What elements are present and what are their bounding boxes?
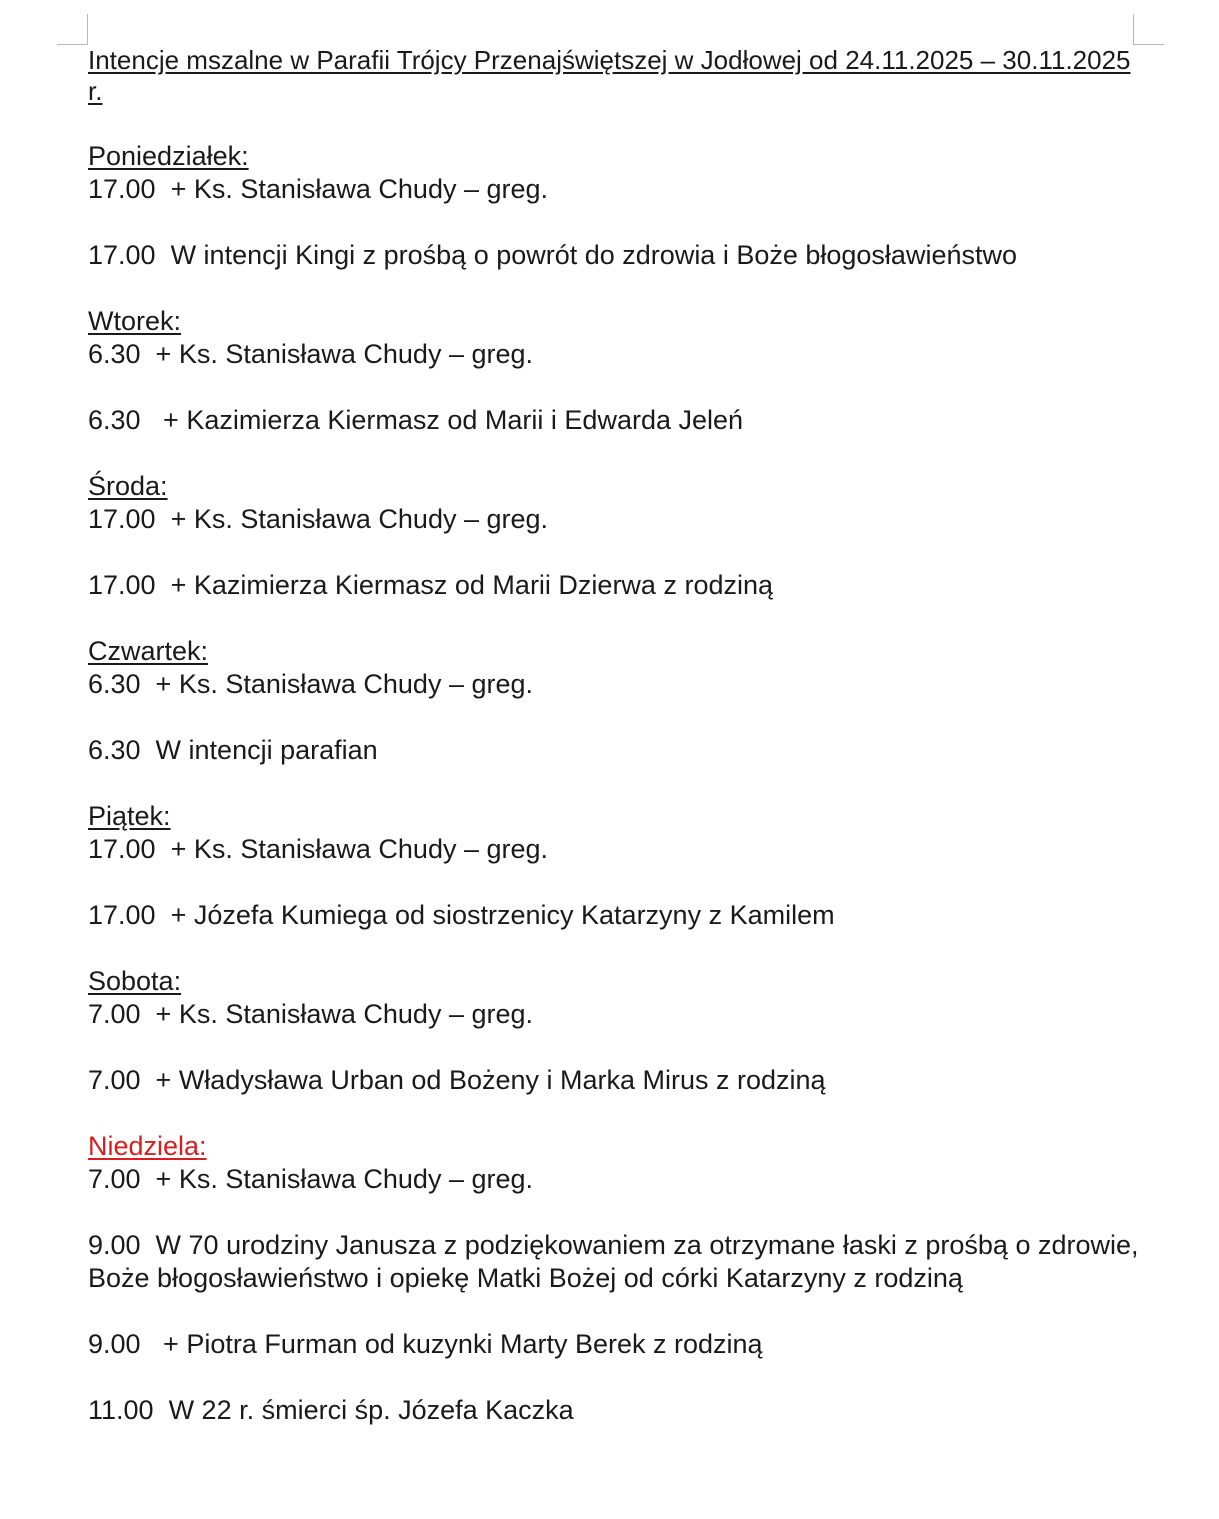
- page-corner-mark-top-right: [1133, 14, 1164, 45]
- mass-intention-entry: 9.00 + Piotra Furman od kuzynki Marty Berek z rodziną: [88, 1329, 763, 1359]
- day-heading: Czwartek:: [88, 636, 209, 666]
- mass-intention-entry: 17.00 + Ks. Stanisława Chudy – greg.: [88, 504, 549, 534]
- mass-intention-entry: 9.00 W 70 urodziny Janusza z podziękowaniem za otrzymane łaski z prośbą o zdrowie, Boże błogosławieństwo i opiekę Matki Bożej od córki Katarzyny z rodziną: [88, 1230, 1147, 1293]
- mass-intention-entry: 6.30 + Ks. Stanisława Chudy – greg.: [88, 669, 534, 699]
- page-corner-mark-top-left: [57, 14, 88, 45]
- day-heading: Sobota:: [88, 966, 182, 996]
- day-section-wednesday: [88, 470, 1148, 602]
- mass-intention-entry: 7.00 + Ks. Stanisława Chudy – greg.: [88, 999, 534, 1029]
- day-heading: Środa:: [88, 471, 168, 501]
- mass-intention-entry: 11.00 W 22 r. śmierci śp. Józefa Kaczka: [88, 1395, 574, 1425]
- day-section-thursday: [88, 635, 1148, 767]
- day-heading: Piątek:: [88, 801, 171, 831]
- mass-intention-entry: 6.30 + Kazimierza Kiermasz od Marii i Edwarda Jeleń: [88, 405, 744, 435]
- mass-intention-entry: 17.00 + Ks. Stanisława Chudy – greg.: [88, 174, 549, 204]
- document-page: [88, 45, 1148, 1427]
- day-heading: Poniedziałek:: [88, 141, 249, 171]
- mass-intention-entry: 17.00 + Kazimierza Kiermasz od Marii Dzierwa z rodziną: [88, 570, 774, 600]
- day-section-monday: [88, 140, 1148, 272]
- day-section-sunday: [88, 1130, 1148, 1427]
- document-title: Intencje mszalne w Parafii Trójcy Przenajświętszej w Jodłowej od 24.11.2025 – 30.11.2025 r.: [88, 45, 1131, 106]
- mass-intention-entry: 6.30 W intencji parafian: [88, 735, 378, 765]
- mass-intention-entry: 17.00 + Ks. Stanisława Chudy – greg.: [88, 834, 549, 864]
- day-section-saturday: [88, 965, 1148, 1097]
- mass-intention-entry: 6.30 + Ks. Stanisława Chudy – greg.: [88, 339, 534, 369]
- day-heading: Niedziela:: [88, 1131, 207, 1161]
- mass-intention-entry: 17.00 + Józefa Kumiega od siostrzenicy Katarzyny z Kamilem: [88, 900, 835, 930]
- mass-intention-entry: 7.00 + Władysława Urban od Bożeny i Marka Mirus z rodziną: [88, 1065, 826, 1095]
- day-heading: Wtorek:: [88, 306, 182, 336]
- day-section-tuesday: [88, 305, 1148, 437]
- mass-intention-entry: 7.00 + Ks. Stanisława Chudy – greg.: [88, 1164, 534, 1194]
- day-section-friday: [88, 800, 1148, 932]
- mass-intention-entry: 17.00 W intencji Kingi z prośbą o powrót do zdrowia i Boże błogosławieństwo: [88, 240, 1017, 270]
